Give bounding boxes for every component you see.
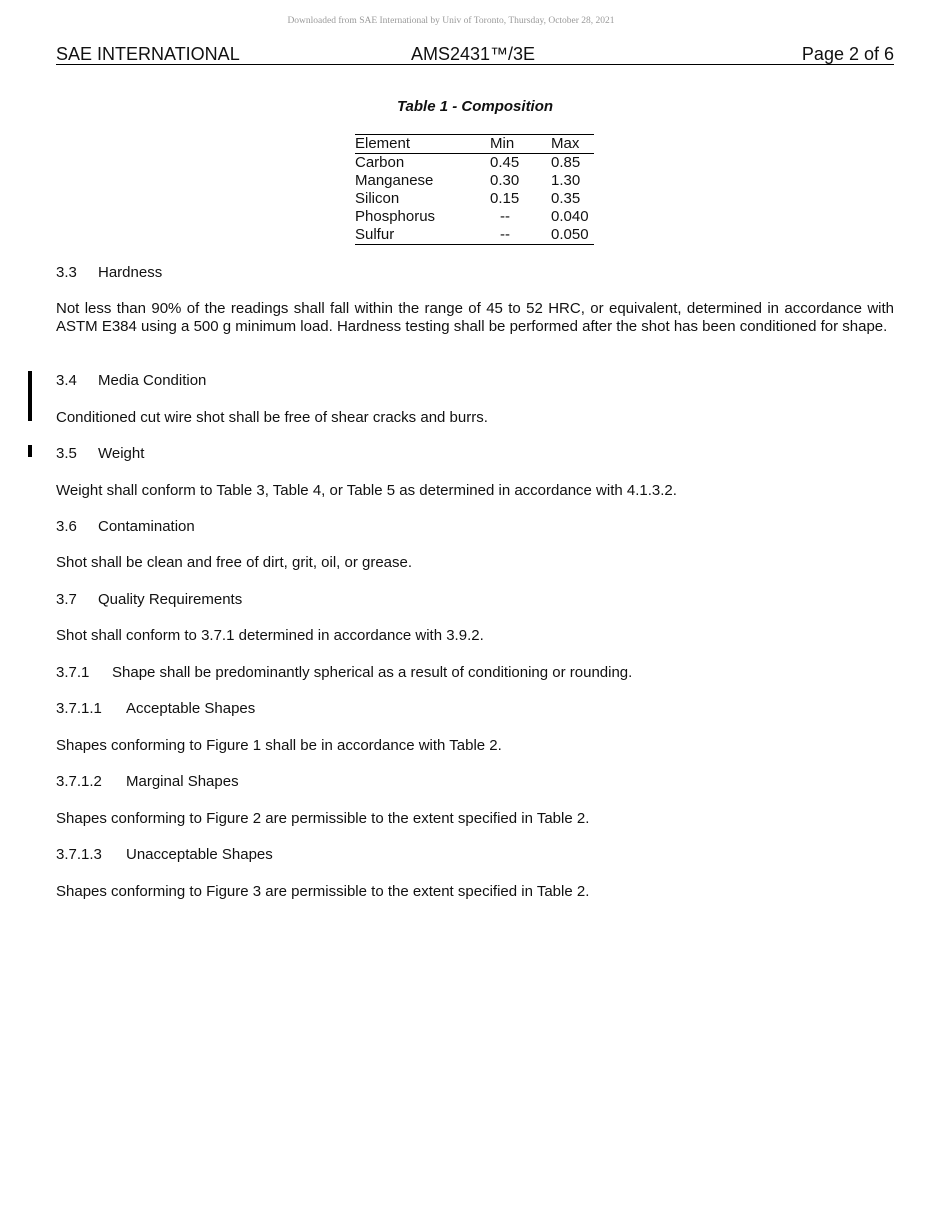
section-heading-3-5 <box>56 445 144 463</box>
cell-element: Sulfur <box>355 226 395 243</box>
cell-element: Silicon <box>355 190 400 207</box>
cell-min: 0.45 <box>490 154 520 171</box>
revision-change-bar <box>28 371 32 421</box>
revision-change-bar <box>28 445 32 457</box>
cell-max: 0.040 <box>551 208 589 225</box>
cell-max: 1.30 <box>551 172 581 189</box>
table-row <box>355 190 594 208</box>
cell-max: 0.050 <box>551 226 589 243</box>
column-header-max: Max <box>551 135 580 152</box>
cell-min: 0.15 <box>490 190 520 207</box>
column-header-element: Element <box>355 135 411 152</box>
table-row <box>355 226 594 245</box>
section-heading-3-7-1-1 <box>56 700 255 718</box>
table-row <box>355 172 594 190</box>
section-heading-3-7-1 <box>56 664 632 682</box>
section-body-3-3: Not less than 90% of the readings shall fall within the range of 45 to 52 HRC, or equivalent, determined in accordance with ASTM E384 using a 500 g minimum load. Hardness testing shall be performed after the shot has been conditioned for shape. <box>56 300 894 335</box>
section-number: 3.7.1.2 <box>56 773 102 790</box>
section-body-3-7-1-3: Shapes conforming to Figure 3 are permissible to the extent specified in Table 2. <box>56 883 590 900</box>
cell-element: Phosphorus <box>355 208 436 225</box>
section-number: 3.7.1.1 <box>56 700 102 717</box>
section-heading-3-7-1-3 <box>56 846 273 864</box>
section-body-3-4: Conditioned cut wire shot shall be free of shear cracks and burrs. <box>56 409 488 426</box>
cell-max: 0.35 <box>551 190 581 207</box>
table-row <box>355 154 594 173</box>
section-title: Hardness <box>98 264 163 281</box>
page-header <box>56 44 894 65</box>
section-number: 3.5 <box>56 445 77 462</box>
section-heading-3-6 <box>56 518 195 536</box>
section-number: 3.7 <box>56 591 77 608</box>
section-title: Shape shall be predominantly spherical as a result of conditioning or rounding. <box>112 664 633 681</box>
section-title: Marginal Shapes <box>126 773 239 790</box>
cell-element: Manganese <box>355 172 434 189</box>
header-page-number: Page 2 of 6 <box>801 44 894 64</box>
section-heading-3-7-1-2 <box>56 773 239 791</box>
section-number: 3.7.1 <box>56 664 90 681</box>
table-1-title: Table 1 - Composition <box>396 98 554 115</box>
section-title: Contamination <box>98 518 195 535</box>
section-body-3-5: Weight shall conform to Table 3, Table 4, or Table 5 as determined in accordance with 4.1.3.2. <box>56 482 677 499</box>
section-number: 3.4 <box>56 372 77 389</box>
section-title: Weight <box>98 445 145 462</box>
cell-min: -- <box>500 226 510 243</box>
section-number: 3.6 <box>56 518 77 535</box>
section-body-3-7: Shot shall conform to 3.7.1 determined in accordance with 3.9.2. <box>56 627 484 644</box>
cell-min: -- <box>500 208 510 225</box>
cell-element: Carbon <box>355 154 405 171</box>
section-title: Unacceptable Shapes <box>126 846 273 863</box>
download-watermark: Downloaded from SAE International by Univ of Toronto, Thursday, October 28, 2021 <box>287 16 615 26</box>
section-heading-3-3 <box>56 264 162 282</box>
section-title: Media Condition <box>98 372 207 389</box>
section-body-3-7-1-1: Shapes conforming to Figure 1 shall be in accordance with Table 2. <box>56 737 502 754</box>
section-body-3-6: Shot shall be clean and free of dirt, grit, oil, or grease. <box>56 554 413 571</box>
section-title: Quality Requirements <box>98 591 243 608</box>
section-heading-3-4 <box>56 372 206 390</box>
table-row <box>355 208 594 226</box>
header-document-number: AMS2431™/3E <box>411 44 536 64</box>
section-number: 3.3 <box>56 264 77 281</box>
cell-min: 0.30 <box>490 172 520 189</box>
composition-table <box>355 134 594 245</box>
header-organization: SAE INTERNATIONAL <box>56 44 240 64</box>
section-body-3-7-1-2: Shapes conforming to Figure 2 are permissible to the extent specified in Table 2. <box>56 810 590 827</box>
column-header-min: Min <box>490 135 515 152</box>
section-number: 3.7.1.3 <box>56 846 102 863</box>
section-title: Acceptable Shapes <box>126 700 256 717</box>
section-heading-3-7 <box>56 591 242 609</box>
table-header-row <box>355 135 594 154</box>
cell-max: 0.85 <box>551 154 581 171</box>
